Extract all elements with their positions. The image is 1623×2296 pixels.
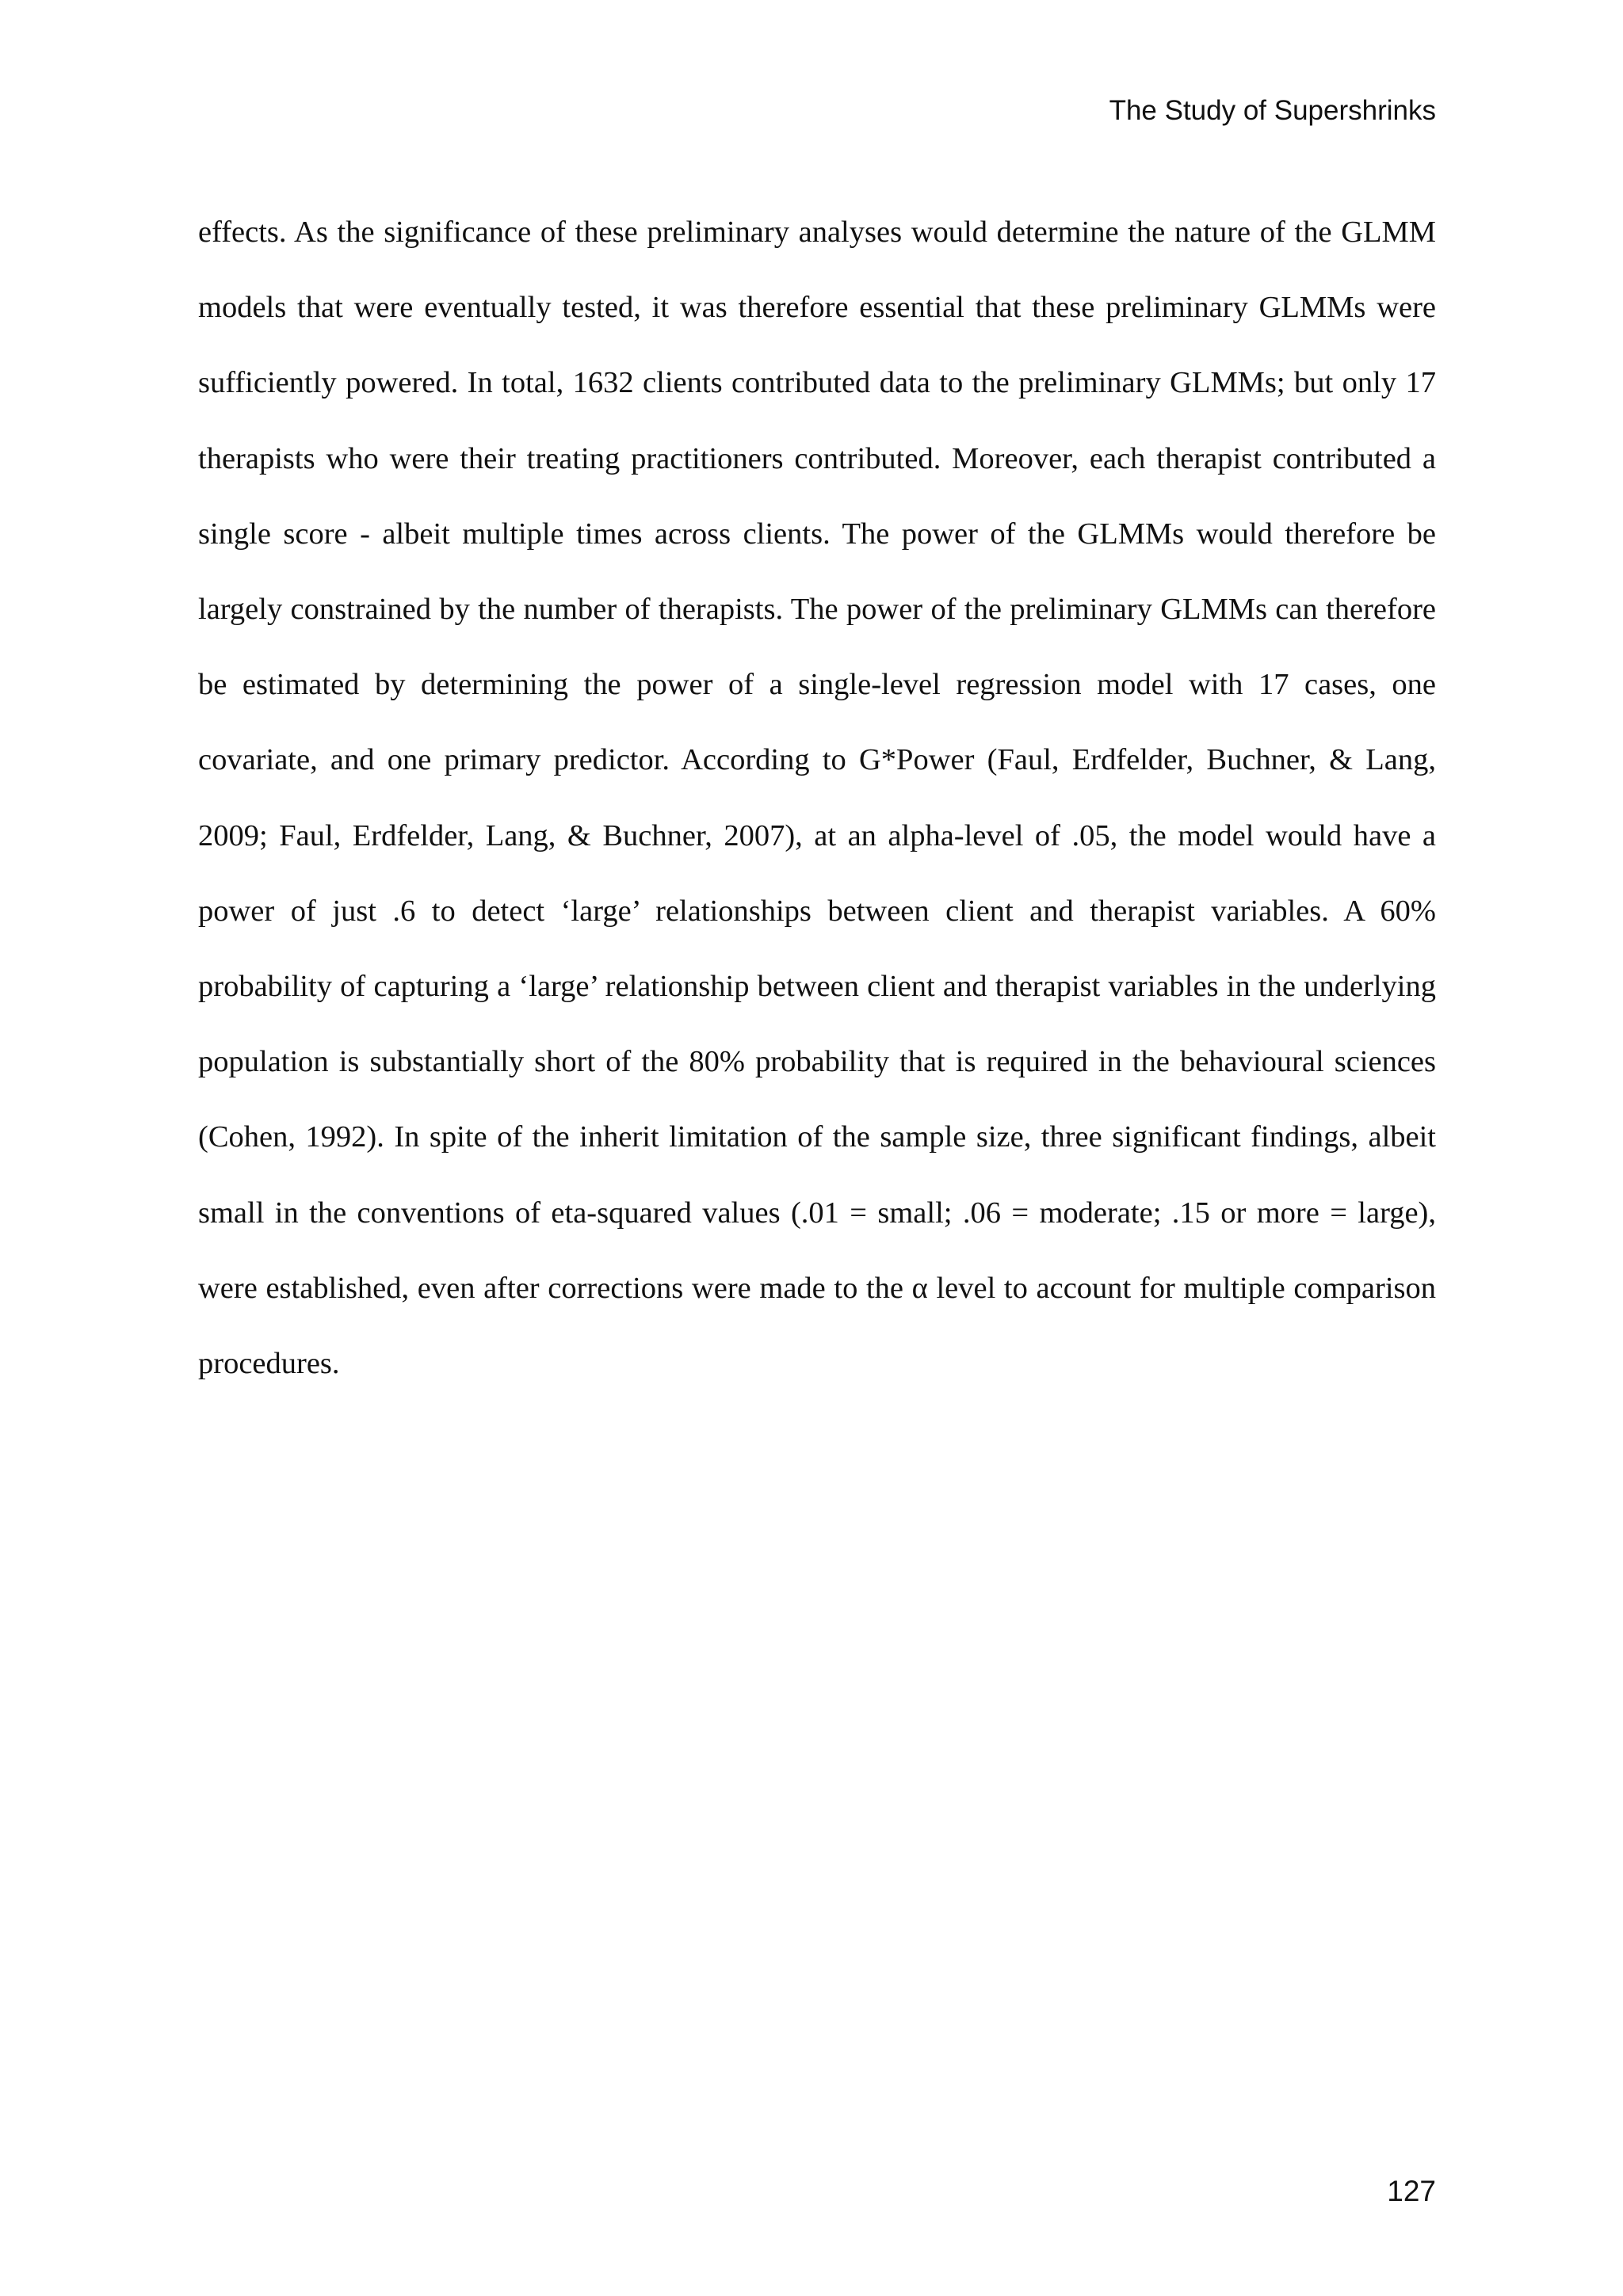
page-number: 127: [1387, 2175, 1436, 2207]
running-head: The Study of Supershrinks: [1109, 95, 1436, 126]
body-paragraph: effects. As the significance of these preliminary analyses would determine the nature of the GLMM models that were eventually tested, it was therefore essential that these preliminary GLMMs were sufficiently powered. In total, 1632 clients contributed data to the preliminary GLMMs; but only 17 therapists who were their treating practitioners contributed. Moreover, each therapist contributed a single score - albeit multiple times across clients. The power of the GLMMs would therefore be largely constrained by the number of therapists. The power of the preliminary GLMMs can therefore be estimated by determining the power of a single-level regression model with 17 cases, one covariate, and one primary predictor. According to G*Power (Faul, Erdfelder, Buchner, & Lang, 2009; Faul, Erdfelder, Lang, & Buchner, 2007), at an alpha-level of .05, the model would have a power of just .6 to detect ‘large’ relationships between client and therapist variables. A 60% probability of capturing a ‘large’ relationship between client and therapist variables in the underlying population is substantially short of the 80% probability that is required in the behavioural sciences (Cohen, 1992). In spite of the inherit limitation of the sample size, three significant findings, albeit small in the conventions of eta-squared values (.01 = small; .06 = moderate; .15 or more = large), were established, even after corrections were made to the α level to account for multiple comparison procedures.: [198, 215, 1436, 1381]
